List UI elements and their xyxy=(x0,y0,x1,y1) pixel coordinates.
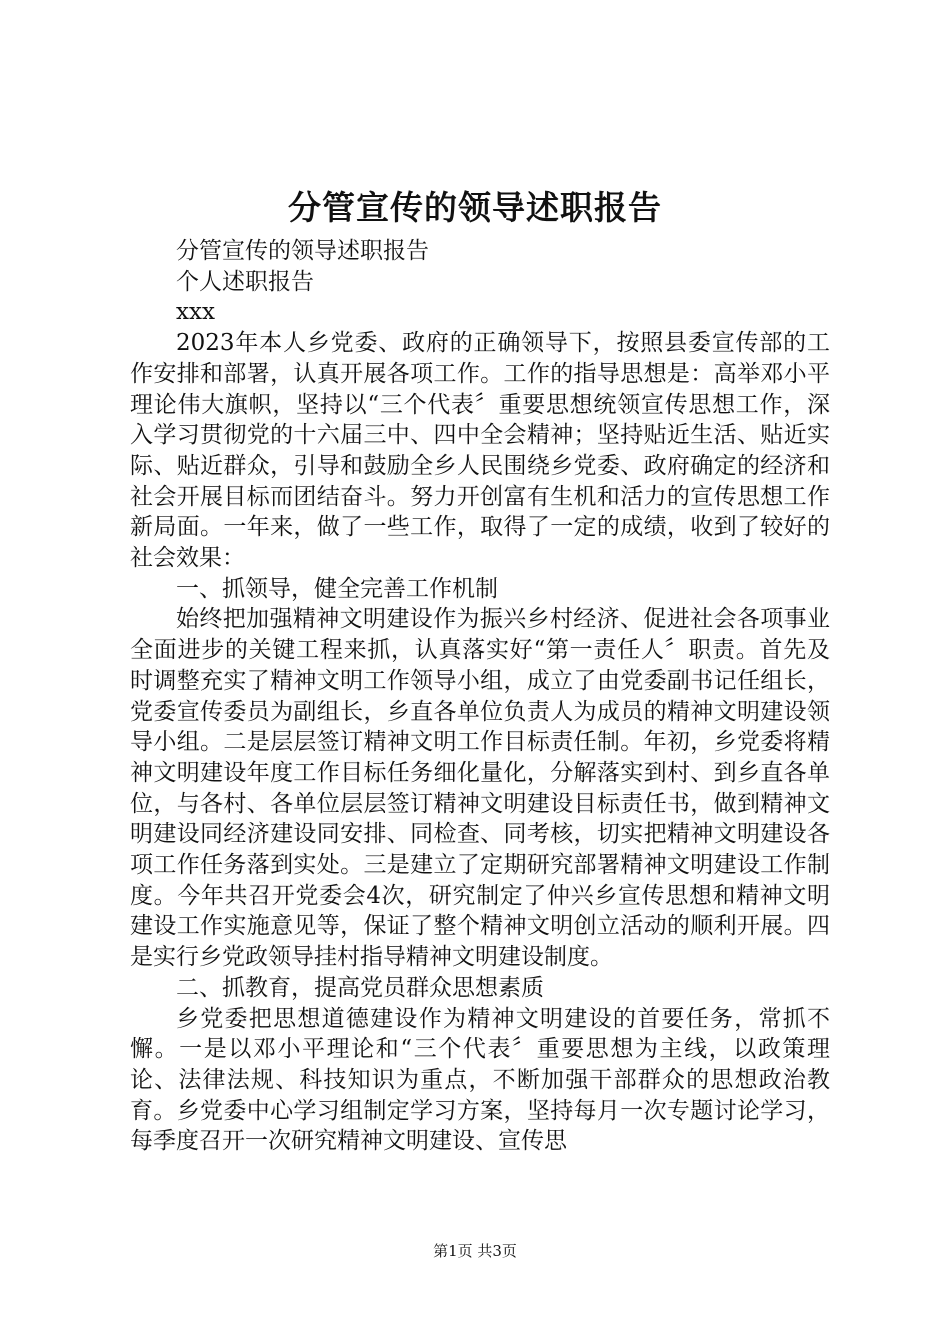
page-number-footer: 第1页 共3页 xyxy=(433,1242,517,1260)
document-body xyxy=(130,236,830,1157)
subtitle-paragraph: 分管宣传的领导述职报告 xyxy=(176,238,429,264)
author-line: xxx xyxy=(176,299,215,326)
body-paragraph: 乡党委把思想道德建设作为精神文明建设的首要任务，常抓不懈。一是以邓小平理论和“三个代表〞重要思想为主线，以政策理论、法律法规、科技知识为重点，不断加强干部群众的思想政治教育。乡党委中心学习组制定学习方案，坚持每月一次专题讨论学习，每季度召开一次研究精神文明建设、宣传思 xyxy=(130,1005,830,1155)
section-heading: 一、抓领导，健全完善工作机制 xyxy=(176,575,498,602)
body-paragraph: 2023年本人乡党委、政府的正确领导下，按照县委宣传部的工作安排和部署，认真开展各项工作。工作的指导思想是：高举邓小平理论伟大旗帜，坚持以“三个代表〞重要思想统领宣传思想工作，深入学习贯彻党的十六届三中、四中全会精神；坚持贴近生活、贴近实际、贴近群众，引导和鼓励全乡人民围绕乡党委、政府确定的经济和社会开展目标而团结奋斗。努力开创富有生机和活力的宣传思想工作新局面。一年来，做了一些工作，取得了一定的成绩，收到了较好的社会效果： xyxy=(130,330,830,572)
section-heading: 二、抓教育，提高党员群众思想素质 xyxy=(176,974,544,1001)
document-title: 分管宣传的领导述职报告 xyxy=(288,188,662,227)
subtitle-paragraph: 个人述职报告 xyxy=(176,268,314,295)
body-paragraph: 始终把加强精神文明建设作为振兴乡村经济、促进社会各项事业全面进步的关键工程来抓，认真落实好“第一责任人〞职责。首先及时调整充实了精神文明工作领导小组，成立了由党委副书记任组长，党委宣传委员为副组长，乡直各单位负责人为成员的精神文明建设领导小组。二是层层签订精神文明工作目标责任制。年初，乡党委将精神文明建设年度工作目标任务细化量化，分解落实到村、到乡直各单位，与各村、各单位层层签订精神文明建设目标责任书，做到精神文明建设同经济建设同安排、同检查、同考核，切实把精神文明建设各项工作任务落到实处。三是建立了定期研究部署精神文明建设工作制度。今年共召开党委会4次，研究制定了仲兴乡宣传思想和精神文明建设工作实施意见等，保证了整个精神文明创立活动的顺利开展。四是实行乡党政领导挂村指导精神文明建设制度。 xyxy=(130,606,830,971)
